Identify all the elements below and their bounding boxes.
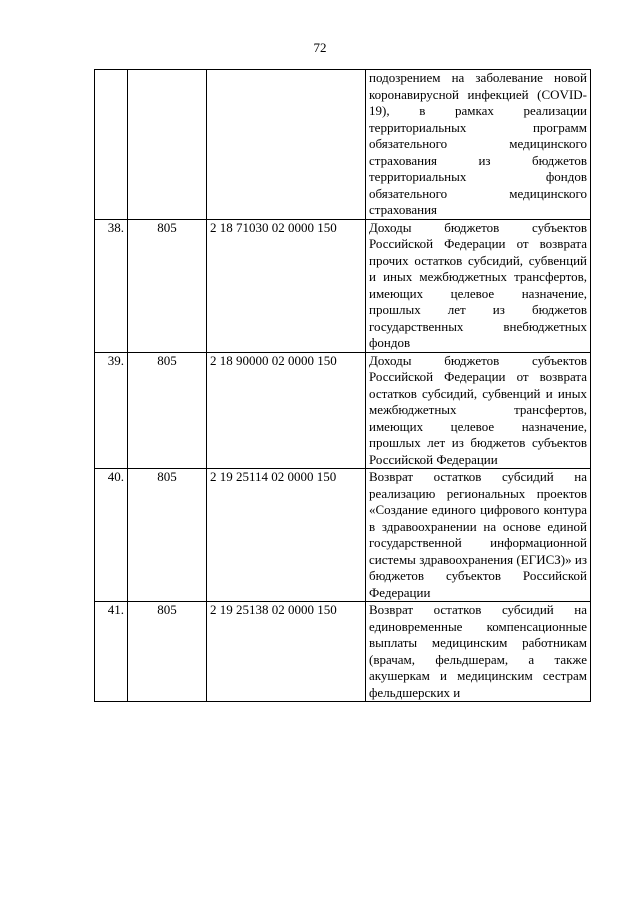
revenue-description: Возврат остатков субсидий на единовременные компенсационные выплаты медицинским работникам (врачам, фельдшерам, а также акушеркам и медицинским сестрам фельдшерских и: [366, 602, 591, 702]
row-number: 38.: [95, 219, 128, 352]
revenue-description: Доходы бюджетов субъектов Российской Федерации от возврата остатков субсидий, субвенций и иных межбюджетных трансфертов, имеющих целевое назначение, прошлых лет из бюджетов субъектов Российской Федерации: [366, 352, 591, 469]
admin-code: 805: [128, 352, 207, 469]
budget-classification-code: 2 18 71030 02 0000 150: [207, 219, 366, 352]
revenue-codes-table: [94, 69, 591, 702]
table-row: [95, 219, 591, 352]
row-number: 41.: [95, 602, 128, 702]
table-row: [95, 602, 591, 702]
admin-code: [128, 70, 207, 220]
budget-classification-code: 2 19 25138 02 0000 150: [207, 602, 366, 702]
table-row: [95, 70, 591, 220]
table-row: [95, 352, 591, 469]
revenue-description: Доходы бюджетов субъектов Российской Федерации от возврата прочих остатков субсидий, субвенций и иных межбюджетных трансфертов, имеющих целевое назначение, прошлых лет из бюджетов государственных внебюджетных фондов: [366, 219, 591, 352]
page-number: 72: [313, 40, 327, 55]
budget-classification-code: 2 18 90000 02 0000 150: [207, 352, 366, 469]
row-number: 40.: [95, 469, 128, 602]
row-number: 39.: [95, 352, 128, 469]
revenue-description: Возврат остатков субсидий на реализацию региональных проектов «Создание единого цифрового контура в здравоохранении на основе единой государственной информационной системы здравоохранения (ЕГИСЗ)» из бюджетов субъектов Российской Федерации: [366, 469, 591, 602]
admin-code: 805: [128, 219, 207, 352]
row-number: [95, 70, 128, 220]
budget-classification-code: [207, 70, 366, 220]
budget-classification-code: 2 19 25114 02 0000 150: [207, 469, 366, 602]
revenue-description: подозрением на заболевание новой коронавирусной инфекцией (COVID-19), в рамках реализации территориальных программ обязательного медицинского страхования из бюджетов территориальных фондов обязательного медицинского страхования: [366, 70, 591, 220]
admin-code: 805: [128, 469, 207, 602]
table-row: [95, 469, 591, 602]
admin-code: 805: [128, 602, 207, 702]
